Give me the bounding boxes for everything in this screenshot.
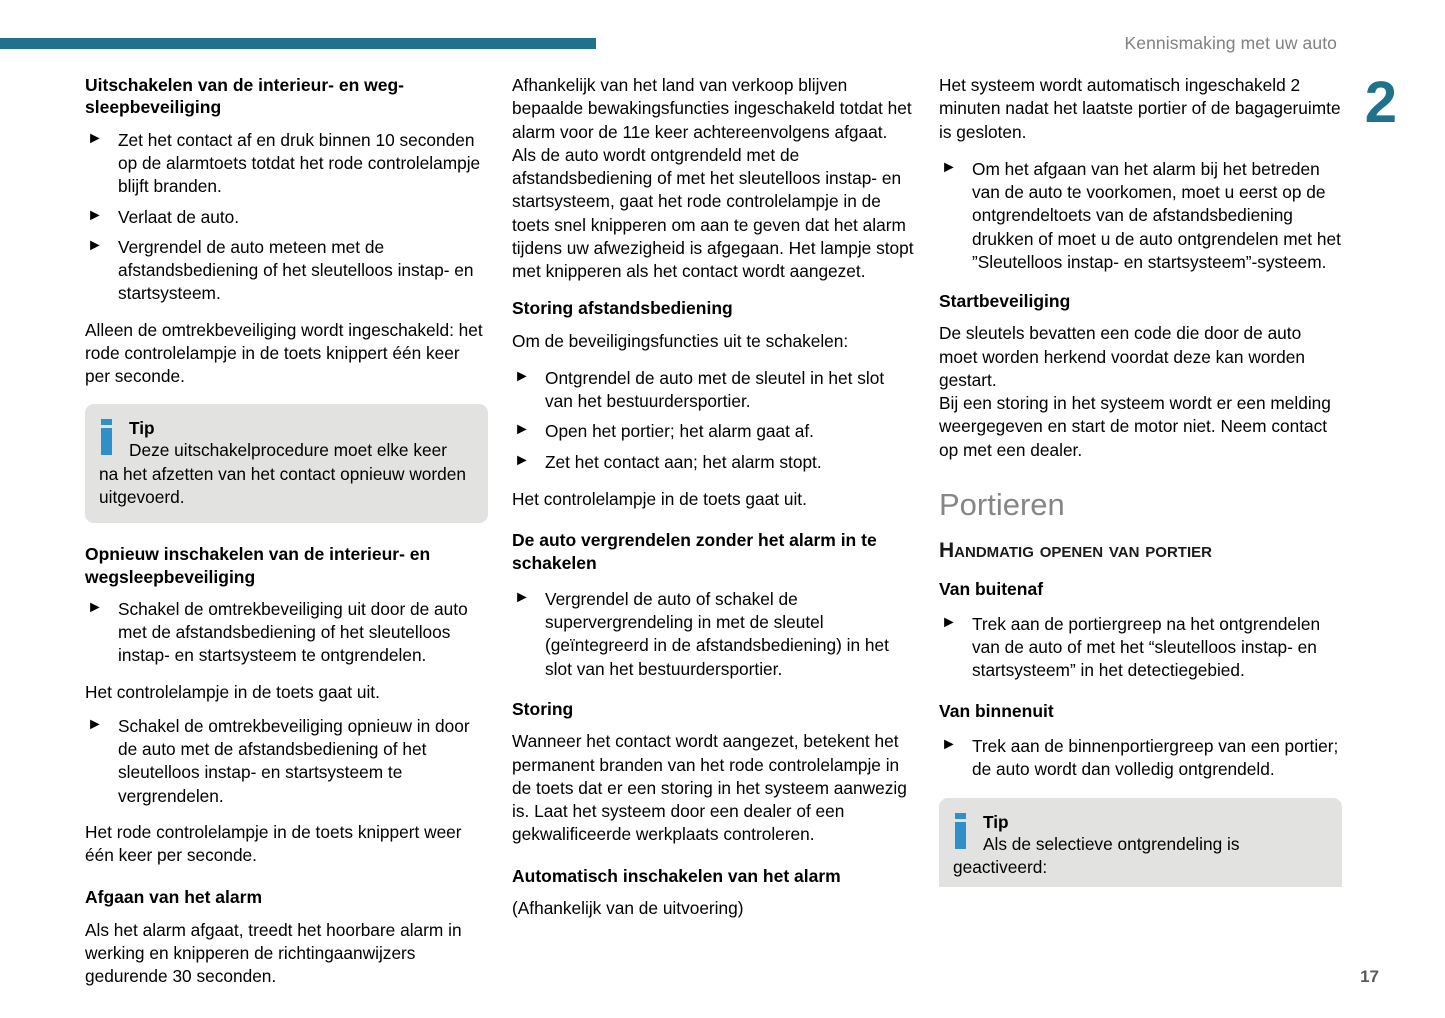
list-item [512,588,915,681]
tip-body: na het afzetten van het contact opnieuw worden uitgevoerd. [99,463,466,507]
list-afgaan-voorkomen [939,158,1342,274]
list-item-text: Verlaat de auto. [118,206,240,227]
list-item-text: Vergrendel de auto of schakel de supervergrendeling in met de sleutel (geïntegreerd in de afstandsbediening) in het slot van het bestuurdersportier. [545,588,889,679]
column-middle [512,74,915,931]
paragraph-hoorbare-alarm: Als het alarm afgaat, treedt het hoorbare alarm in werking en knipperen de richtingaanwijzers gedurende 30 seconden. [85,919,462,987]
heading-van-binnenuit: Van binnenuit [939,700,1054,721]
list-van-buitenaf [939,613,1342,683]
paragraph-automatisch-ingeschakeld: Het systeem wordt automatisch ingeschakeld 2 minuten nadat het laatste portier of de bagageruimte is gesloten. [939,75,1341,142]
list-item-text: Om het afgaan van het alarm bij het betreden van de auto te voorkomen, moet u eerst op de ontgrendeltoets van de afstandsbediening drukken of moet u de auto ontgrendelen met het ”Sleutelloos instap- en startsysteem”-systeem. [972,158,1341,272]
bullet-triangle-icon: ► [941,613,957,631]
paragraph-omtrekbeveiliging: Alleen de omtrekbeveiliging wordt ingeschakeld: het rode controlelampje in de toets knippert één keer per seconde. [85,319,483,387]
list-item [85,598,488,668]
tip-box-selectieve-ontgrendeling [939,798,1342,888]
paragraph-storing-detail: Wanneer het contact wordt aangezet, betekent het permanent branden van het rode controlelampje in de toets dat er een storing in het systeem aanwezig is. Laat het systeem door een dealer of een gekwalificeerde werkplaats controleren. [512,731,907,845]
page-number: 17 [1360,967,1379,986]
bullet-triangle-icon: ► [87,236,103,254]
info-icon [101,419,112,455]
page-header-title: Kennismaking met uw auto [1124,33,1337,53]
list-item [512,367,915,414]
bullet-triangle-icon: ► [87,129,103,147]
bullet-triangle-icon: ► [941,736,957,754]
list-item-text: Zet het contact aan; het alarm stopt. [545,451,822,472]
info-icon [955,813,966,849]
list-item [85,206,488,229]
heading-afgaan-alarm: Afgaan van het alarm [85,887,262,908]
heading-storing: Storing [512,698,574,719]
list-item-text: Zet het contact af en druk binnen 10 seconden op de alarmtoets totdat het rode controlelampje blijft branden. [118,129,481,197]
tip-first-line: Deze uitschakelprocedure moet elke keer [129,440,447,461]
list-item-text: Schakel de omtrekbeveiliging uit door de auto met de afstandsbediening of het sleutelloos instap- en startsysteem te ontgrendelen. [118,598,468,666]
list-item [512,420,915,443]
paragraph-uitvoering: (Afhankelijk van de uitvoering) [512,897,744,918]
list-item [939,158,1342,274]
tip-first-line: Als de selectieve ontgrendeling is [983,833,1240,854]
list-item [939,613,1342,683]
heading-uitschakelen: Uitschakelen van de interieur- en weg-sleepbeveiliging [85,75,404,118]
tip-label: Tip [983,811,1009,832]
list-item-text: Trek aan de portiergreep na het ontgrendelen van de auto of met het “sleutelloos instap- en startsysteem” in het detectiegebied. [972,613,1321,681]
paragraph-bewakingsfuncties: Afhankelijk van het land van verkoop blijven bepaalde bewakingsfuncties ingeschakeld totdat het alarm voor de 11e keer achtereenvolgens afgaat. [512,75,912,142]
bullet-triangle-icon: ► [514,451,530,469]
list-item-text: Vergrendel de auto meteen met de afstandsbediening of het sleutelloos instap- en startsysteem. [118,236,474,304]
tip-body: geactiveerd: [953,857,1048,877]
tip-label: Tip [129,418,155,439]
list-van-binnenuit [939,735,1342,782]
list-opnieuw-stap-2 [85,715,488,808]
paragraph-controlelampje-gaat-uit: Het controlelampje in de toets gaat uit. [512,488,807,509]
bullet-triangle-icon: ► [941,158,957,176]
tip-box-uitschakelprocedure [85,404,488,523]
bullet-triangle-icon: ► [514,367,530,385]
list-storing-steps [512,367,915,474]
list-uitschakelen-steps [85,129,488,306]
list-item [512,451,915,474]
bullet-triangle-icon: ► [514,421,530,439]
list-item [939,735,1342,782]
chapter-number-tab: 2 [1364,70,1397,135]
section-title-portieren: Portieren [939,486,1065,522]
list-vergrendelen-zonder-alarm [512,588,915,681]
paragraph-controlelampje-uit: Het controlelampje in de toets gaat uit. [85,681,380,702]
paragraph-sleutels-code: De sleutels bevatten een code die door de auto moet worden herkend voordat deze kan worden gestart. [939,323,1306,390]
heading-vergrendelen-zonder-alarm: De auto vergrendelen zonder het alarm in te schakelen [512,530,877,573]
list-item [85,236,488,306]
heading-van-buitenaf: Van buitenaf [939,578,1044,599]
heading-startbeveiliging: Startbeveiliging [939,291,1071,311]
heading-opnieuw-inschakelen: Opnieuw inschakelen van de interieur- en wegsleepbeveiliging [85,544,431,587]
heading-storing-afstandsbediening: Storing afstandsbediening [512,298,733,319]
paragraph-knippert-per-seconde: Het rode controlelampje in de toets knippert weer één keer per seconde. [85,821,462,866]
column-left [85,74,488,1000]
list-item [85,129,488,199]
heading-automatisch-inschakelen: Automatisch inschakelen van het alarm [512,865,841,886]
column-right [939,74,1342,903]
bullet-triangle-icon: ► [514,588,530,606]
paragraph-beveiligingsfuncties-uit: Om de beveiligingsfuncties uit te schakelen: [512,330,849,351]
list-item-text: Schakel de omtrekbeveiliging opnieuw in door de auto met de afstandsbediening of het sleutelloos instap- en startsysteem te vergrendelen. [118,715,470,806]
paragraph-ontgrendeld-knipperen: Als de auto wordt ontgrendeld met de afstandsbediening of met het sleutelloos instap- en startsysteem, gaat het rode controlelampje in de toets snel knipperen om aan te geven dat het alarm tijdens uw afwezigheid is afgegaan. Het lampje stopt met knipperen als het contact wordt aangezet. [512,144,914,281]
heading-handmatig-openen-portier: Handmatig openen van portier [939,538,1212,562]
header-accent-bar [0,38,596,49]
list-item-text: Ontgrendel de auto met de sleutel in het slot van het bestuurdersportier. [545,367,885,412]
list-item-text: Open het portier; het alarm gaat af. [545,421,814,442]
bullet-triangle-icon: ► [87,598,103,616]
list-item [85,715,488,808]
bullet-triangle-icon: ► [87,206,103,224]
bullet-triangle-icon: ► [87,715,103,733]
list-opnieuw-stap-1 [85,598,488,668]
list-item-text: Trek aan de binnenportiergreep van een portier; de auto wordt dan volledig ontgrendeld. [972,736,1339,780]
paragraph-storing-melding: Bij een storing in het systeem wordt er een melding weergegeven en start de motor niet. Neem contact op met een dealer. [939,393,1331,460]
